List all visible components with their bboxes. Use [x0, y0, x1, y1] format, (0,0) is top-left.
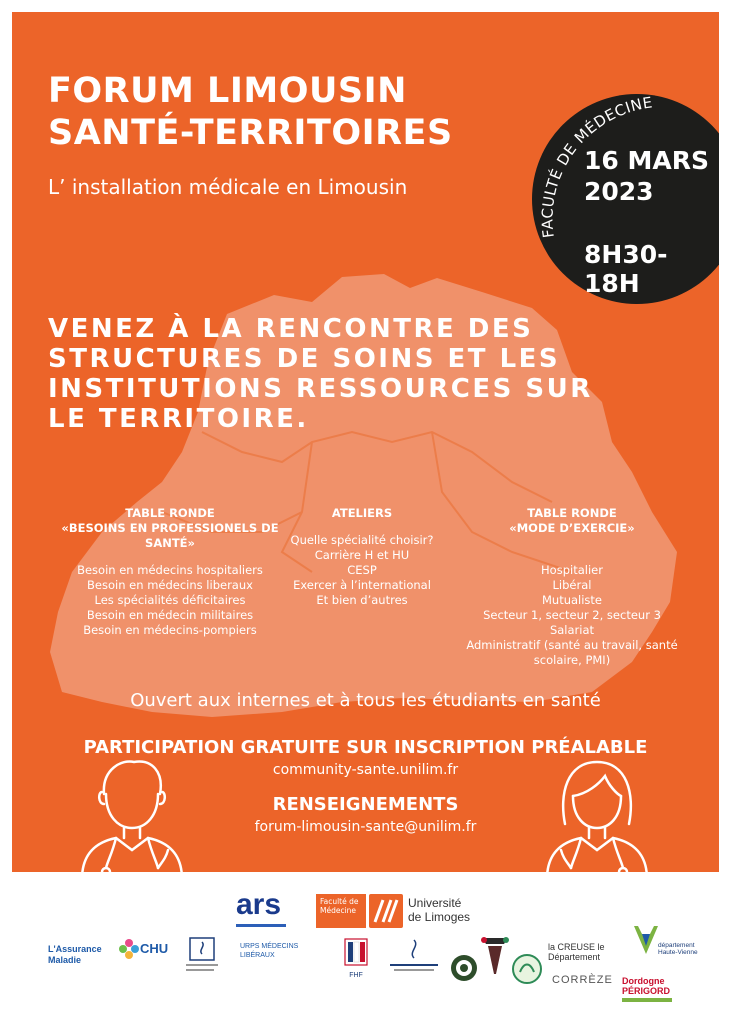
haute-vienne-icon	[632, 924, 660, 958]
univ-limoges-logo	[408, 896, 470, 924]
haute-vienne-logo	[632, 924, 702, 974]
event-date	[584, 145, 709, 207]
poster	[12, 12, 719, 872]
heading-line: TABLE RONDE	[527, 506, 617, 520]
ars-logo-text: ars	[236, 888, 282, 921]
creuse-logo: la CREUSE le Département	[548, 942, 605, 962]
haute-vienne-text: département Haute-Vienne	[658, 942, 698, 956]
list-item: Besoin en médecins-pompiers	[83, 623, 257, 637]
heading-line: ATELIERS	[331, 506, 393, 520]
assurance-maladie-logo: L'Assurance Maladie	[48, 944, 102, 965]
male-doctor-icon	[72, 754, 192, 872]
heading-line: «BESOINS EN PROFESSIONELS DE	[61, 521, 279, 535]
participation-text: PARTICIPATION GRATUITE SUR INSCRIPTION PRÉALABLE	[83, 737, 648, 758]
venue-label: FACULTÉ DE MÉDECINE	[538, 93, 654, 239]
headline-line-3: INSTITUTIONS RESSOURCES SUR	[48, 374, 593, 404]
heading-line: SANTÉ»	[145, 536, 195, 550]
heading-line: «MODE D’EXERCIE»	[509, 521, 635, 535]
association-logo-3	[512, 954, 542, 988]
list-item: CESP	[347, 563, 377, 577]
registration-link[interactable]: community-sante.unilim.fr	[272, 762, 459, 778]
column-heading	[40, 506, 300, 551]
list-item: Libéral	[552, 578, 592, 592]
ars-underline	[236, 924, 286, 927]
fhf-logo	[344, 938, 368, 978]
headline-line-2: STRUCTURES DE SOINS ET LES	[48, 344, 561, 374]
list-item: Quelle spécialité choisir?	[290, 533, 434, 547]
chu-logo	[118, 938, 168, 972]
date-line-1: 16 MARS	[584, 146, 709, 175]
dordogne-text: Dordogne PÉRIGORD	[622, 976, 671, 996]
list-item: scolaire, PMI)	[533, 653, 611, 667]
list-item: Besoin en médecin militaires	[86, 608, 254, 622]
list-item: Mutualiste	[541, 593, 603, 607]
fac-medecine-logo: Faculté de Médecine	[316, 894, 366, 928]
column-ateliers	[262, 506, 462, 608]
event-hours: 8H30-18H	[584, 240, 668, 298]
dordogne-bar	[622, 998, 672, 1002]
column-besoins	[40, 506, 300, 638]
subtitle: L’ installation médicale en Limousin	[48, 175, 408, 199]
list-item: Secteur 1, secteur 2, secteur 3	[483, 608, 661, 622]
partner-logos	[0, 872, 731, 1024]
ordre-medecins-87-logo	[184, 936, 220, 976]
date-line-2: 2023	[584, 177, 654, 206]
dordogne-logo	[622, 976, 682, 1002]
heading-line: TABLE RONDE	[125, 506, 215, 520]
ordre-national-logo	[386, 936, 442, 976]
column-mode-exercice	[442, 506, 702, 668]
univ-line-1: Université	[408, 896, 462, 910]
title-line-1: FORUM LIMOUSIN	[48, 71, 407, 111]
association-logo-2	[478, 934, 512, 982]
list-item: Administratif (santé au travail, santé	[466, 638, 678, 652]
association-logo-1	[450, 954, 478, 986]
list-item: Les spécialités déficitaires	[94, 593, 246, 607]
list-item: Besoin en médecins liberaux	[87, 578, 253, 592]
list-item: Carrière H et HU	[314, 548, 410, 562]
info-heading: RENSEIGNEMENTS	[272, 794, 459, 815]
contact-email[interactable]: forum-limousin-sante@unilim.fr	[254, 819, 477, 835]
page-title	[48, 70, 453, 154]
univ-line-2: de Limoges	[408, 910, 471, 924]
headline	[48, 314, 648, 434]
chu-flower-icon	[118, 938, 140, 960]
column-heading	[262, 506, 462, 521]
ul-logo-icon	[369, 894, 403, 928]
headline-line-1: VENEZ À LA RENCONTRE DES	[48, 314, 534, 344]
female-doctor-icon	[537, 754, 657, 872]
open-to-students: Ouvert aux internes et à tous les étudiants en santé	[130, 690, 601, 711]
list-item: Hospitalier	[541, 563, 603, 577]
list-item: Exercer à l’international	[293, 578, 431, 592]
fhf-text: FHF	[349, 972, 363, 979]
list-item: Besoin en médecins hospitaliers	[77, 563, 263, 577]
ars-logo	[236, 890, 306, 932]
urps-logo: URPS MÉDECINS LIBÉRAUX	[240, 943, 299, 959]
list-item: Salariat	[549, 623, 595, 637]
column-heading	[442, 506, 702, 551]
correze-logo: CORRÈZE	[552, 974, 613, 986]
list-item: Et bien d’autres	[316, 593, 408, 607]
chu-text: CHU	[140, 941, 169, 956]
headline-line-4: LE TERRITOIRE.	[48, 404, 309, 434]
title-line-2: SANTÉ-TERRITOIRES	[48, 113, 453, 153]
